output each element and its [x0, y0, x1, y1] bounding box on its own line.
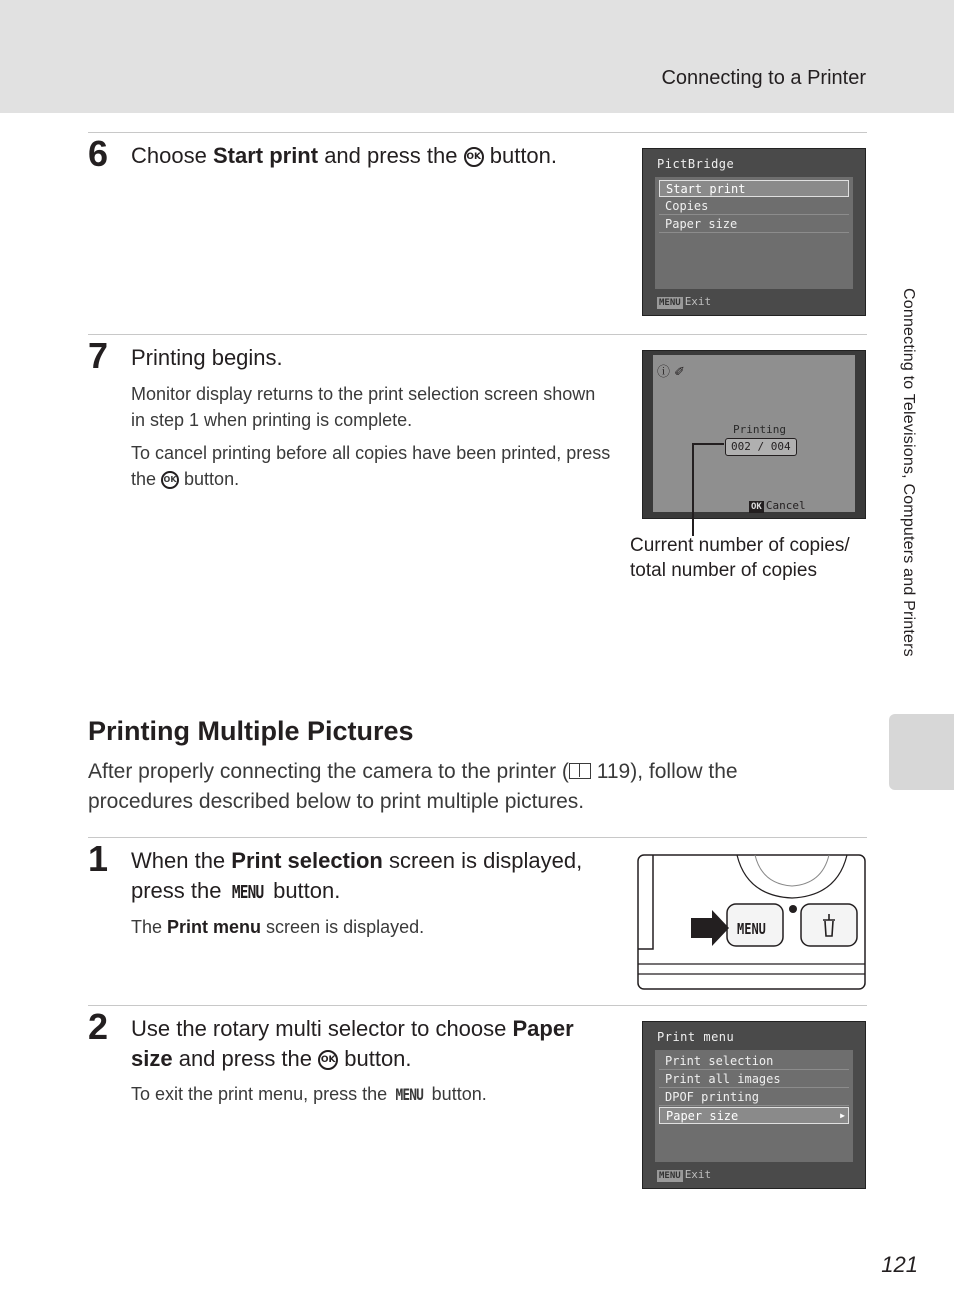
callout-line — [692, 443, 694, 536]
running-head: Connecting to a Printer — [661, 67, 866, 89]
menu-item-copies[interactable]: Copies — [659, 198, 849, 215]
menu-item-dpof-printing[interactable]: DPOF printing — [659, 1089, 849, 1106]
callout-line — [692, 443, 724, 445]
side-chapter-label — [893, 288, 923, 708]
divider-rule — [88, 132, 867, 133]
camera-menu-button: MENU — [737, 920, 766, 938]
step-number: 7 — [88, 335, 109, 376]
print-menu-screen — [642, 1021, 866, 1189]
section-title: Printing Multiple Pictures — [88, 716, 414, 746]
page-number: 121 — [881, 1252, 918, 1277]
chevron-right-icon: ▶ — [840, 1111, 845, 1120]
step-number: 1 — [88, 838, 109, 879]
printing-screen-display — [653, 355, 855, 512]
book-reference-icon — [569, 763, 591, 779]
side-chapter-text: Connecting to Televisions, Computers and Printers — [900, 288, 917, 657]
divider-rule — [88, 1005, 867, 1006]
step-6-title: Choose Start print and press the OK button. — [131, 143, 558, 168]
screen-footer: MENU Exit — [659, 295, 712, 308]
divider-rule — [88, 334, 867, 335]
menu-item-start-print[interactable]: Start print — [659, 180, 849, 197]
copy-counter: 002 / 004 — [725, 438, 797, 456]
step-7-title: Printing begins. — [131, 345, 283, 370]
ok-button-icon: OK — [161, 471, 179, 489]
menu-item-paper-size[interactable]: Paper size ▶ — [659, 1107, 849, 1124]
menu-item-print-selection[interactable]: Print selection — [659, 1053, 849, 1070]
step-2-title: Use the rotary multi selector to choose Paper size and press the OK button. — [131, 1016, 574, 1071]
screen-footer: MENU Exit — [659, 1168, 712, 1181]
ok-key-icon: OK — [751, 502, 762, 512]
status-icons: ⓘ ✐ — [657, 365, 686, 380]
menu-button-icon: MENU — [395, 1085, 424, 1104]
ok-button-icon: OK — [464, 147, 484, 167]
chapter-thumb-tab — [889, 714, 954, 790]
step-2-note: To exit the print menu, press the MENU button. — [131, 1081, 487, 1108]
printing-label: Printing — [733, 423, 786, 436]
menu-area — [655, 177, 853, 289]
printing-screen — [642, 350, 866, 519]
pictbridge-screen — [642, 148, 866, 316]
divider-rule — [88, 837, 867, 838]
menu-key-icon: MENU — [659, 1171, 681, 1181]
menu-key-icon: MENU — [659, 298, 681, 308]
cancel-hint: OK Cancel — [751, 499, 806, 512]
menu-item-print-all-images[interactable]: Print all images — [659, 1071, 849, 1088]
step-number: 6 — [88, 133, 109, 174]
screen-title: PictBridge — [657, 157, 735, 171]
step-1-title: When the Print selection screen is displayed, press the MENU button. — [131, 846, 621, 908]
screen-title: Print menu — [657, 1030, 735, 1044]
step-7-paragraph-2: To cancel printing before all copies have been printed, press the OK button. — [131, 443, 611, 489]
step-7-paragraph-1: Monitor display returns to the print selection screen shown in step 1 when printing is complete. — [131, 384, 596, 430]
step-1-note: The Print menu screen is displayed. — [131, 917, 425, 937]
menu-button-icon: MENU — [231, 882, 264, 903]
header-band — [0, 0, 954, 113]
step-number: 2 — [88, 1006, 109, 1047]
menu-item-paper-size[interactable]: Paper size — [659, 216, 849, 233]
callout-caption: Current number of copies/ total number of copies — [630, 535, 850, 581]
ok-button-icon: OK — [318, 1050, 338, 1070]
camera-back-illustration — [637, 854, 866, 990]
menu-area — [655, 1050, 853, 1162]
section-intro: After properly connecting the camera to the printer ( 119), follow the procedures described below to print multiple pictures. — [88, 760, 738, 813]
